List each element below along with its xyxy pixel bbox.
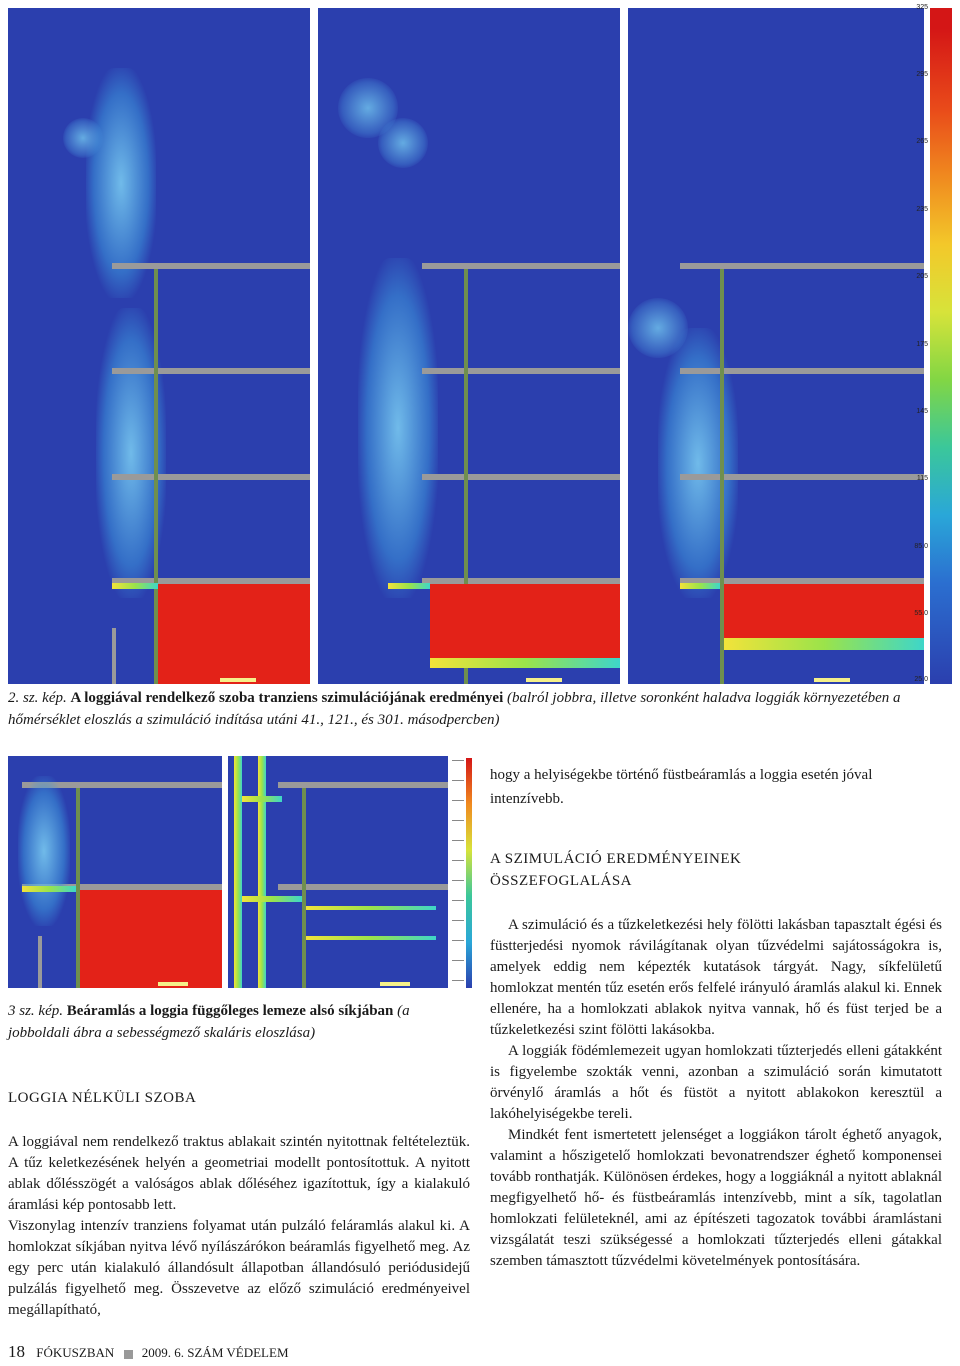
scale-tick: 325 [916, 4, 928, 11]
floor-slab [112, 474, 310, 480]
scale-tick-mark [452, 940, 464, 941]
inflow-panel-velocity [228, 756, 448, 988]
right-column-text [490, 915, 942, 1272]
fire-room [724, 584, 924, 640]
floor-slab [112, 368, 310, 374]
scale-tick-mark [452, 920, 464, 921]
floor-slab [422, 263, 620, 269]
fire-room [158, 584, 310, 684]
hot-gas-layer [388, 583, 430, 589]
heading-line: ÖSSZEFOGLALÁSA [490, 873, 633, 889]
velocity-contour [258, 756, 266, 988]
vent-opening [158, 982, 188, 986]
magazine-section: FÓKUSZBAN [36, 1345, 115, 1360]
caption-description: (a jobboldali ábra a sebességmező skaláris eloszlása) [8, 1003, 410, 1041]
scale-tick: 205 [916, 273, 928, 280]
paragraph: Viszonylag intenzív tranziens folyamat után pulzáló feláramlás alakul ki. A homlokzat síkjában nyitva lévő nyílászárókon beáramlás figyelhető meg. Az egy perc után kialakuló állandósult állapotban állandósuló periódusidejű pulzálás figyelhető meg. Összevetve az előző szimuláció eredményeivel megállapítható, [8, 1218, 470, 1318]
scale-tick-mark [452, 980, 464, 981]
hot-gas-layer [22, 886, 76, 892]
fire-room [430, 584, 620, 660]
figure-caption-2 [8, 687, 952, 731]
simulation-panel-301s [628, 8, 924, 684]
issue-info: 2009. 6. SZÁM VÉDELEM [141, 1345, 289, 1360]
velocity-contour [242, 796, 282, 802]
floor-slab [680, 263, 924, 269]
hot-gas-layer [112, 583, 158, 589]
scale-tick-mark [452, 860, 464, 861]
scale-tick-mark [452, 840, 464, 841]
fire-room [80, 890, 222, 988]
scale-tick: 235 [916, 206, 928, 213]
scale-tick: 145 [916, 408, 928, 415]
temperature-scale-bar [930, 8, 952, 684]
left-column-text [8, 1132, 470, 1321]
floor-slab [680, 474, 924, 480]
scale-tick-mark [452, 800, 464, 801]
smoke-swirl [63, 118, 103, 158]
velocity-contour [242, 896, 302, 902]
caption-description: (balról jobbra, illetve soronként haladva loggiák környezetében a hőmérséklet eloszlás a szimuláció indítása utáni 41., 121., és 301. másodpercben) [8, 690, 901, 728]
scale-tick-mark [452, 760, 464, 761]
scale-tick: 115 [916, 475, 928, 482]
scale-tick-mark [452, 820, 464, 821]
figure-caption-3 [8, 1000, 470, 1044]
vent-opening [814, 678, 850, 682]
velocity-contour [306, 936, 436, 940]
scale-tick: 25.0 [914, 676, 928, 683]
floor-slab [422, 368, 620, 374]
scale-tick: 295 [916, 71, 928, 78]
hot-gas-layer [724, 638, 924, 650]
scale-tick-mark [452, 780, 464, 781]
caption-title: A loggiával rendelkező szoba tranziens szimulációjának eredményei [70, 690, 504, 706]
page-footer [8, 1342, 289, 1362]
caption-label: 2. sz. kép. [8, 690, 67, 706]
facade-wall [302, 788, 306, 988]
caption-title: Beáramlás a loggia függőleges lemeze alsó síkjában [66, 1003, 394, 1019]
floor-slab [422, 474, 620, 480]
smoke-swirl [378, 118, 428, 168]
scale-tick: 85.0 [914, 543, 928, 550]
velocity-contour [234, 756, 242, 988]
paragraph: A loggiával nem rendelkező traktus ablakait szintén nyitottnak feltételeztük. A tűz keletkezésének helyén a geometriai modellt pontosítottuk. A nyitott ablak dőlésszögét a valóságos ablak dőléséhez igazítottuk, így a kialakuló áramlási kép pontosabb lett. [8, 1134, 470, 1213]
smoke-plume [18, 776, 70, 926]
vent-opening [220, 678, 256, 682]
section-heading-no-loggia: LOGGIA NÉLKÜLI SZOBA [8, 1090, 197, 1106]
section-heading-summary [490, 848, 741, 892]
paragraph: A szimuláció és a tűzkeletkezési hely fölötti lakásban tapasztalt égési és füstterjedési nyomok rávilágítanak olyan tűzvédelmi sajátosságokra is, amelyek eddig nem képezték kutatások tárgyát. Nagy, síkfelületű homlokzat mentén tűz esetén erős felfelé irányuló áramlás alakul ki. Ennek ellenére, ha a homlokzati ablakok nyitva vannak, hő és füst terjed be a tűzkeletkezési szint fölötti lakásokba. [490, 917, 942, 1038]
simulation-panel-121s [318, 8, 620, 684]
scale-tick-mark [452, 880, 464, 881]
facade-wall [112, 628, 116, 684]
right-column-intro [490, 763, 942, 811]
paragraph: Mindkét fent ismertetett jelenséget a loggiákon tárolt éghető anyagok, valamint a hőszigetelő homlokzati bevonatrendszer éghető komponensei tovább ronthatják. Különösen érdekes, hogy a loggiáknál a nyitott ablaknál megfigyelhető hő- és füstbeáramlás intenzívebb, mint a sík, tagolatlan homlokzati felületeknél, ami az építészeti tagozatok további áramlástani vizsgálatát teszi szükségessé a homlokzati tűzterjedés elleni gátakkal szemben támasztott tűzvédelmi követelmények pontosítására. [490, 1127, 942, 1269]
scale-tick: 175 [916, 341, 928, 348]
paragraph: hogy a helyiségekbe történő füstbeáramlás a loggia esetén jóval intenzívebb. [490, 767, 873, 807]
velocity-scale-bar [466, 758, 472, 988]
simulation-panel-41s [8, 8, 310, 684]
floor-slab [680, 368, 924, 374]
scale-tick-mark [452, 900, 464, 901]
scale-tick-mark [452, 960, 464, 961]
hot-gas-layer [680, 583, 720, 589]
scale-tick: 55.0 [914, 610, 928, 617]
facade-wall [38, 936, 42, 988]
smoke-plume [358, 258, 438, 598]
caption-label: 3 sz. kép. [8, 1003, 63, 1019]
separator-square-icon [124, 1350, 133, 1359]
vent-opening [526, 678, 562, 682]
vent-opening [380, 982, 410, 986]
paragraph: A loggiák födémlemezeit ugyan homlokzati tűzterjedés elleni gátakként is figyelembe szokták venni, azonban a szimuláció során kimutatott örvénylő áramlás a hőt és füstöt a nyitott ablakokon keresztül a lakóhelyiségekbe tereli. [490, 1043, 942, 1122]
inflow-panel-temperature [8, 756, 222, 988]
page-number: 18 [8, 1342, 25, 1361]
heading-line: A SZIMULÁCIÓ EREDMÉNYEINEK [490, 851, 742, 867]
hot-gas-layer [430, 658, 620, 668]
scale-tick: 265 [916, 138, 928, 145]
velocity-contour [306, 906, 436, 910]
floor-slab [112, 263, 310, 269]
